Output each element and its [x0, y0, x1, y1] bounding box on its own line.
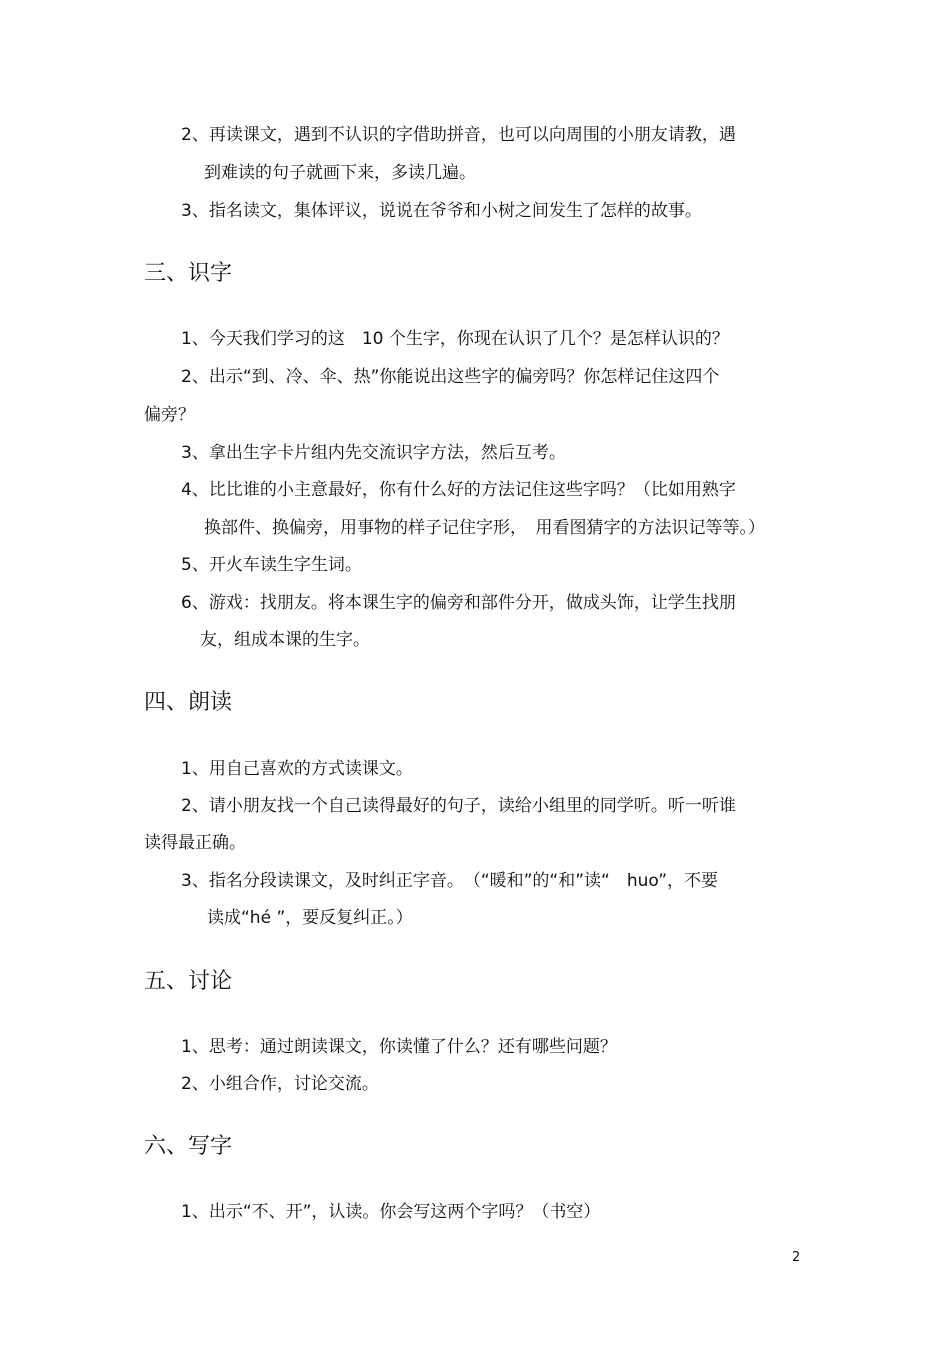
paragraph-line: 1、出示“不、开”，认读。你会写这两个字吗？（书空）: [181, 1202, 601, 1222]
paragraph-line: 友，组成本课的生字。: [200, 630, 370, 650]
paragraph-line: 1、今天我们学习的这 10 个生字，你现在认识了几个？是怎样认识的？: [181, 329, 729, 349]
paragraph-line: 2、小组合作，讨论交流。: [181, 1074, 379, 1094]
page-number: 2: [792, 1250, 801, 1265]
paragraph-line: 到难读的句子就画下来，多读几遍。: [204, 163, 476, 183]
paragraph-line: 2、请小朋友找一个自己读得最好的句子，读给小组里的同学听。听一听谁: [181, 796, 736, 816]
section-heading-writing: 六、写字: [144, 1134, 233, 1159]
section-heading-literacy: 三、识字: [144, 261, 233, 286]
paragraph-line: 换部件、换偏旁，用事物的样子记住字形， 用看图猜字的方法识记等等。）: [204, 518, 765, 538]
paragraph-line: 6、游戏：找朋友。将本课生字的偏旁和部件分开，做成头饰，让学生找朋: [181, 593, 736, 613]
section-heading-reading: 四、朗读: [144, 690, 233, 715]
paragraph-line: 1、用自己喜欢的方式读课文。: [181, 759, 413, 779]
paragraph-line: 1、思考：通过朗读课文，你读懂了什么？还有哪些问题？: [181, 1037, 617, 1057]
paragraph-line: 2、再读课文，遇到不认识的字借助拼音，也可以向周围的小朋友请教，遇: [181, 125, 736, 145]
paragraph-line: 3、指名读文，集体评议，说说在爷爷和小树之间发生了怎样的故事。: [181, 201, 702, 221]
section-heading-discussion: 五、讨论: [144, 969, 233, 994]
paragraph-line: 读得最正确。: [144, 833, 246, 853]
paragraph-line: 偏旁？: [144, 405, 195, 425]
paragraph-line: 2、出示“到、冷、伞、热”你能说出这些字的偏旁吗？你怎样记住这四个: [181, 367, 720, 387]
paragraph-line: 3、拿出生字卡片组内先交流识字方法，然后互考。: [181, 443, 566, 463]
paragraph-line: 3、指名分段读课文，及时纠正字音。 （“暖和”的“和”读“ huo”，不要: [181, 871, 719, 891]
paragraph-line: 4、比比谁的小主意最好，你有什么好的方法记住这些字吗？（比如用熟字: [181, 480, 736, 500]
paragraph-line: 读成“hé ”，要反复纠正。）: [207, 908, 413, 928]
paragraph-line: 5、开火车读生字生词。: [181, 555, 362, 575]
